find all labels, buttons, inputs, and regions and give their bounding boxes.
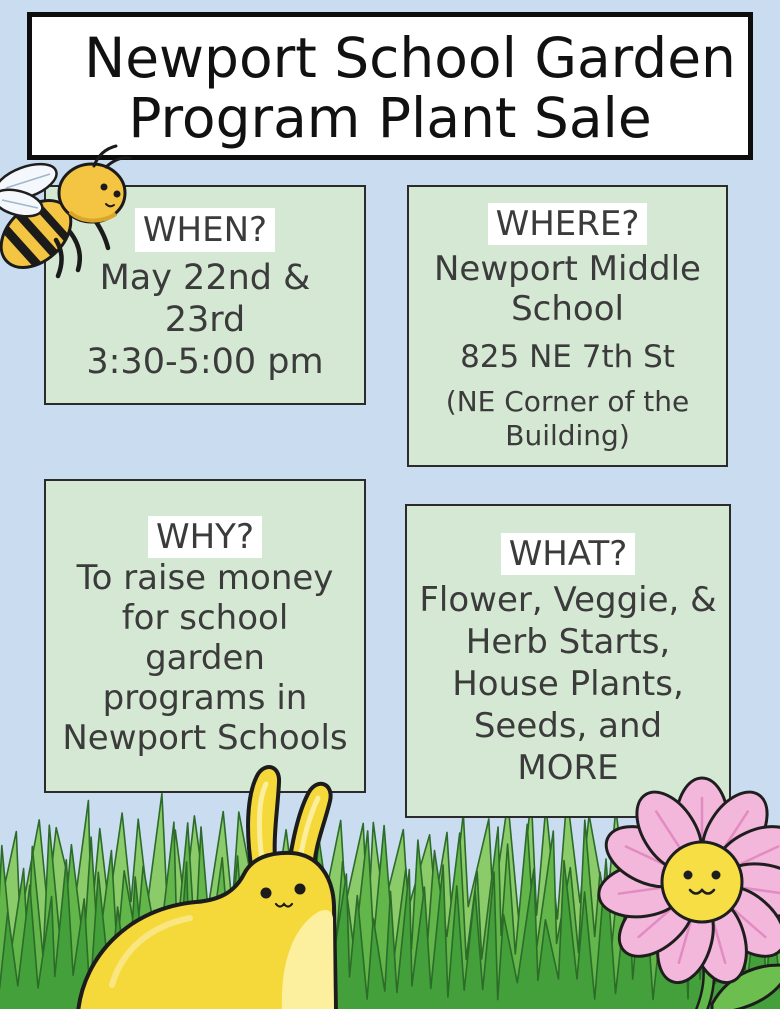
why-line: To raise money	[76, 558, 334, 598]
flower-stem-outline	[700, 950, 709, 1009]
slug-body-highlight	[112, 918, 190, 985]
page-title-line-2: Program Plant Sale	[128, 86, 652, 150]
slug-stalk-highlight	[300, 798, 318, 860]
flower-petal	[714, 858, 780, 922]
what-line: Flower, Veggie, &	[419, 580, 717, 620]
flower-petal	[595, 858, 689, 922]
flower-smile	[690, 890, 714, 894]
flower-petal	[606, 873, 707, 970]
slug-mouth	[276, 904, 292, 907]
where-location-line: School	[511, 289, 624, 329]
when-heading: WHEN?	[135, 208, 275, 252]
slug-stalk-highlight	[259, 784, 266, 860]
when-date-line: 23rd	[164, 300, 246, 340]
why-details	[46, 558, 364, 758]
where-location-line: Newport Middle	[434, 249, 701, 289]
what-heading-row	[407, 533, 729, 575]
slug-icon	[78, 767, 336, 1009]
flower-petal	[681, 890, 755, 989]
flower-leaf	[712, 965, 780, 1009]
bee-stripe	[0, 222, 45, 273]
where-address: 825 NE 7th St	[460, 339, 675, 375]
flower-eye	[684, 871, 693, 880]
why-line: garden	[145, 638, 265, 678]
slug-eye-stalk	[288, 784, 331, 872]
where-location-name	[409, 249, 726, 329]
when-heading-row	[46, 208, 364, 252]
flower-eye	[712, 871, 721, 880]
what-line: House Plants,	[452, 664, 684, 704]
flower-petal	[597, 814, 699, 898]
what-line: MORE	[517, 748, 619, 788]
where-heading: WHERE?	[488, 203, 648, 245]
where-note	[409, 385, 726, 453]
when-time-line: 3:30-5:00 pm	[86, 342, 324, 382]
bee-wing	[0, 185, 45, 221]
what-card	[405, 504, 731, 818]
title-banner	[27, 12, 753, 160]
what-heading: WHAT?	[501, 533, 636, 575]
slug-eye	[261, 888, 272, 899]
slug-body	[78, 853, 336, 1009]
when-date-line: May 22nd &	[99, 258, 311, 298]
why-line: Newport Schools	[62, 718, 348, 758]
why-line: programs in	[102, 678, 308, 718]
grass-back-layer	[0, 793, 780, 1009]
why-heading: WHY?	[148, 516, 262, 558]
why-heading-row	[46, 516, 364, 558]
flower-stem	[700, 950, 709, 1009]
what-line: Seeds, and	[473, 706, 663, 746]
flower-petal	[706, 814, 780, 898]
why-card	[44, 479, 366, 793]
flower-petal	[648, 890, 722, 989]
slug-belly	[282, 910, 334, 1009]
where-card	[407, 185, 728, 467]
slug-eye	[295, 884, 306, 895]
grass-front-layer	[0, 858, 780, 1009]
when-details	[46, 257, 364, 383]
when-card	[44, 185, 366, 405]
where-note-line: (NE Corner of the	[445, 385, 690, 418]
page-title-line-1: Newport School Garden	[84, 26, 736, 90]
where-heading-row	[409, 203, 726, 245]
grass-middle-layer	[0, 820, 780, 1009]
bee-wing-veins	[2, 174, 50, 208]
flower-petal	[697, 873, 780, 970]
why-line: for school	[121, 598, 289, 638]
where-note-line: Building)	[505, 419, 630, 452]
what-details	[407, 579, 729, 789]
flower-center	[662, 842, 742, 922]
what-line: Herb Starts,	[465, 622, 671, 662]
